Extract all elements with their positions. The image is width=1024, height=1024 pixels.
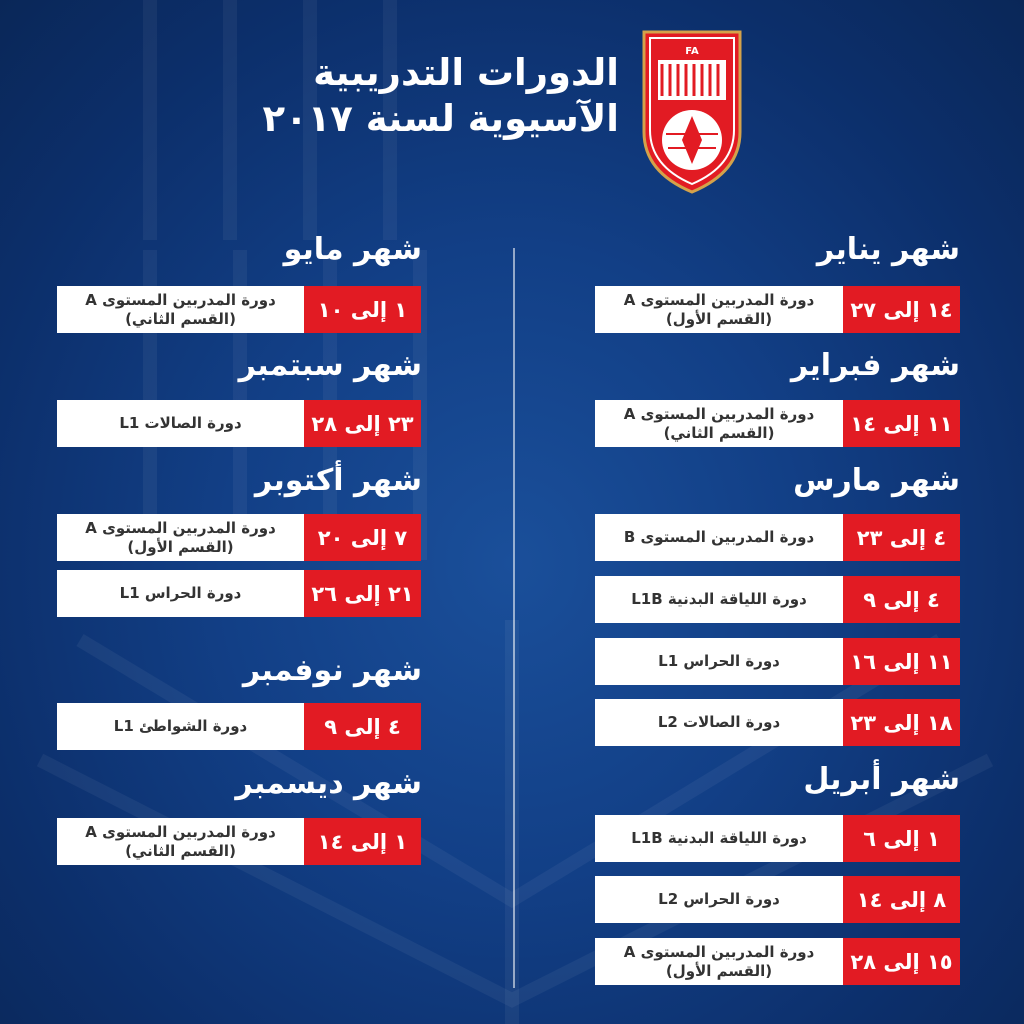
course-row [595,576,960,623]
course-row [57,400,421,447]
course-row [595,514,960,561]
course-name: دورة المدربين المستوى A (القسم الثاني) [57,286,304,333]
course-date: ٤ إلى ٩ [304,703,421,750]
course-name: دورة اللياقة البدنية L1B [595,815,843,862]
course-name: دورة اللياقة البدنية L1B [595,576,843,623]
course-row [595,876,960,923]
course-name: دورة المدربين المستوى A (القسم الأول) [57,514,304,561]
course-row [57,703,421,750]
course-row [595,938,960,985]
course-row [595,699,960,746]
month-september: شهر سبتمبر [238,348,422,383]
course-name: دورة المدربين المستوى B [595,514,843,561]
month-may: شهر مايو [283,232,422,267]
page-title [263,50,619,142]
course-row [595,638,960,685]
course-name: دورة المدربين المستوى A (القسم الأول) [595,286,843,333]
course-name: دورة الصالات L2 [595,699,843,746]
course-date: ١ إلى ١٠ [304,286,421,333]
course-row [57,570,421,617]
month-january: شهر يناير [816,232,960,267]
month-december: شهر ديسمبر [235,766,422,801]
course-row [57,818,421,865]
course-date: ١٤ إلى ٢٧ [843,286,960,333]
course-date: ٢٣ إلى ٢٨ [304,400,421,447]
course-date: ١ إلى ١٤ [304,818,421,865]
course-name: دورة الحراس L2 [595,876,843,923]
month-march: شهر مارس [793,463,960,498]
course-row [57,514,421,561]
course-date: ١ إلى ٦ [843,815,960,862]
logo-fa-text: FA [685,46,699,57]
course-name: دورة المدربين المستوى A (القسم الثاني) [57,818,304,865]
bahrain-fa-logo [636,22,748,194]
course-date: ٢١ إلى ٢٦ [304,570,421,617]
title-line-1: الدورات التدريبية [313,51,619,94]
course-date: ١٨ إلى ٢٣ [843,699,960,746]
column-divider [513,248,515,988]
course-date: ٤ إلى ٩ [843,576,960,623]
course-date: ١٥ إلى ٢٨ [843,938,960,985]
month-february: شهر فبراير [790,348,960,383]
course-row [57,286,421,333]
title-line-2: الآسيوية لسنة ٢٠١٧ [262,97,619,140]
course-name: دورة المدربين المستوى A (القسم الثاني) [595,400,843,447]
course-name: دورة الحراس L1 [595,638,843,685]
course-row [595,286,960,333]
course-name: دورة الحراس L1 [57,570,304,617]
course-row [595,815,960,862]
course-name: دورة الشواطئ L1 [57,703,304,750]
course-date: ٤ إلى ٢٣ [843,514,960,561]
course-date: ٨ إلى ١٤ [843,876,960,923]
month-october: شهر أكتوبر [254,463,422,498]
course-name: دورة الصالات L1 [57,400,304,447]
course-date: ٧ إلى ٢٠ [304,514,421,561]
course-date: ١١ إلى ١٦ [843,638,960,685]
course-date: ١١ إلى ١٤ [843,400,960,447]
month-april: شهر أبريل [803,762,960,797]
course-row [595,400,960,447]
month-november: شهر نوفمبر [242,653,422,688]
course-name: دورة المدربين المستوى A (القسم الأول) [595,938,843,985]
